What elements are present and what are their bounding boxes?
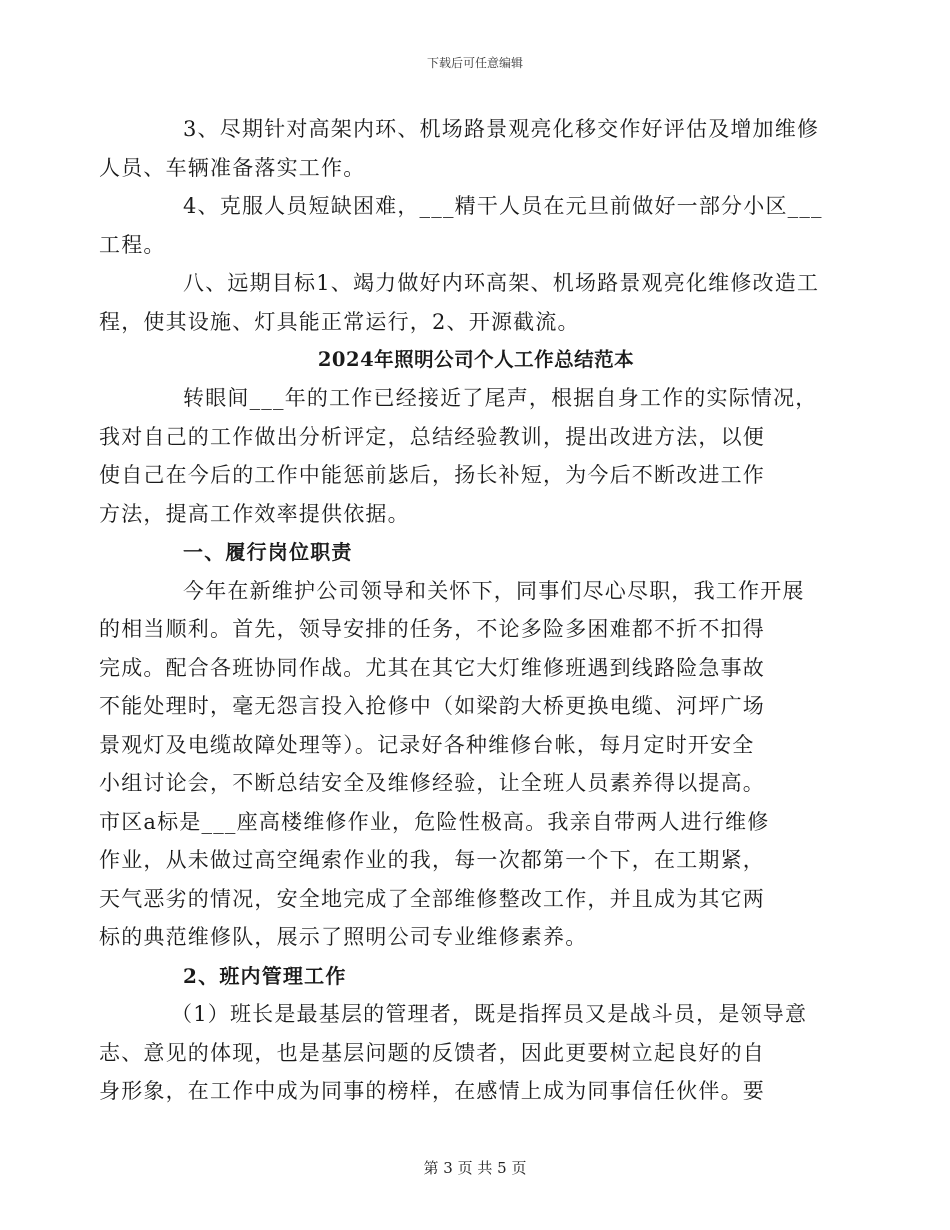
- text-line: 景观灯及电缆故障处理等）。记录好各种维修台帐，每月定时开安全: [99, 732, 755, 757]
- text-line: 天气恶劣的情况，安全地完成了全部维修整改工作，并且成为其它两: [99, 886, 765, 911]
- text-line: 转眼间___年的工作已经接近了尾声，根据自身工作的实际情况，: [183, 386, 818, 410]
- text-line: 身形象，在工作中成为同事的榜样，在感情上成为同事信任伙伴。要: [99, 1079, 765, 1103]
- text-line: 3、尽期针对高架内环、机场路景观亮化移交作好评估及增加维修: [183, 117, 820, 141]
- text-line: 方法，提高工作效率提供依据。: [99, 501, 410, 526]
- text-line: 八、远期目标1、竭力做好内环高架、机场路景观亮化维修改造工: [183, 271, 820, 295]
- page-footer: 第 3 页 共 5 页: [423, 1159, 527, 1177]
- text-line: 不能处理时，毫无怨言投入抢修中（如梁韵大桥更换电缆、河坪广场: [99, 694, 765, 718]
- subsection-heading: 2、班内管理工作: [183, 963, 347, 988]
- text-line: 程，使其设施、灯具能正常运行，2、开源截流。: [99, 309, 580, 334]
- text-line: 今年在新维护公司领导和关怀下，同事们尽心尽职，我工作开展: [183, 578, 805, 603]
- document-body: [99, 110, 823, 1111]
- paragraph: [99, 572, 811, 957]
- text-line: 市区a标是___座高楼维修作业，危险性极高。我亲自带两人进行维修: [99, 809, 770, 834]
- subsection-heading: 一、履行岗位职责: [183, 540, 353, 564]
- text-line: 标的典范维修队，展示了照明公司专业维修素养。: [99, 925, 588, 949]
- section-title: 2024年照明公司个人工作总结范本: [317, 348, 635, 371]
- page-header: 下载后可任意编辑: [426, 56, 523, 70]
- paragraph: [99, 187, 823, 264]
- paragraph: [99, 995, 811, 1111]
- text-line: 4、克服人员短缺困难，___精干人员在元旦前做好一部分小区___: [183, 194, 823, 218]
- paragraph: [99, 379, 818, 533]
- text-line: （1）班长是最基层的管理者，既是指挥员又是战斗员，是领导意: [171, 1002, 808, 1026]
- text-line: 我对自己的工作做出分析评定，总结经验教训，提出改进方法，以便: [99, 424, 765, 449]
- text-line: 完成。配合各班协同作战。尤其在其它大灯维修班遇到线路险急事故: [99, 655, 765, 680]
- text-line: 使自己在今后的工作中能惩前毖后，扬长补短，为今后不断改进工作: [99, 463, 765, 487]
- paragraph: [99, 264, 820, 341]
- text-line: 人员、车辆准备落实工作。: [99, 155, 366, 180]
- paragraph: [99, 110, 820, 187]
- text-line: 小组讨论会，不断总结安全及维修经验，让全班人员素养得以提高。: [99, 771, 765, 795]
- text-line: 志、意见的体现，也是基层问题的反馈者，因此更要树立起良好的自: [99, 1040, 765, 1065]
- text-line: 作业，从未做过高空绳索作业的我，每一次都第一个下，在工期紧，: [99, 848, 765, 872]
- text-line: 的相当顺利。首先，领导安排的任务，不论多险多困难都不折不扣得: [99, 617, 765, 641]
- text-line: 工程。: [99, 232, 166, 257]
